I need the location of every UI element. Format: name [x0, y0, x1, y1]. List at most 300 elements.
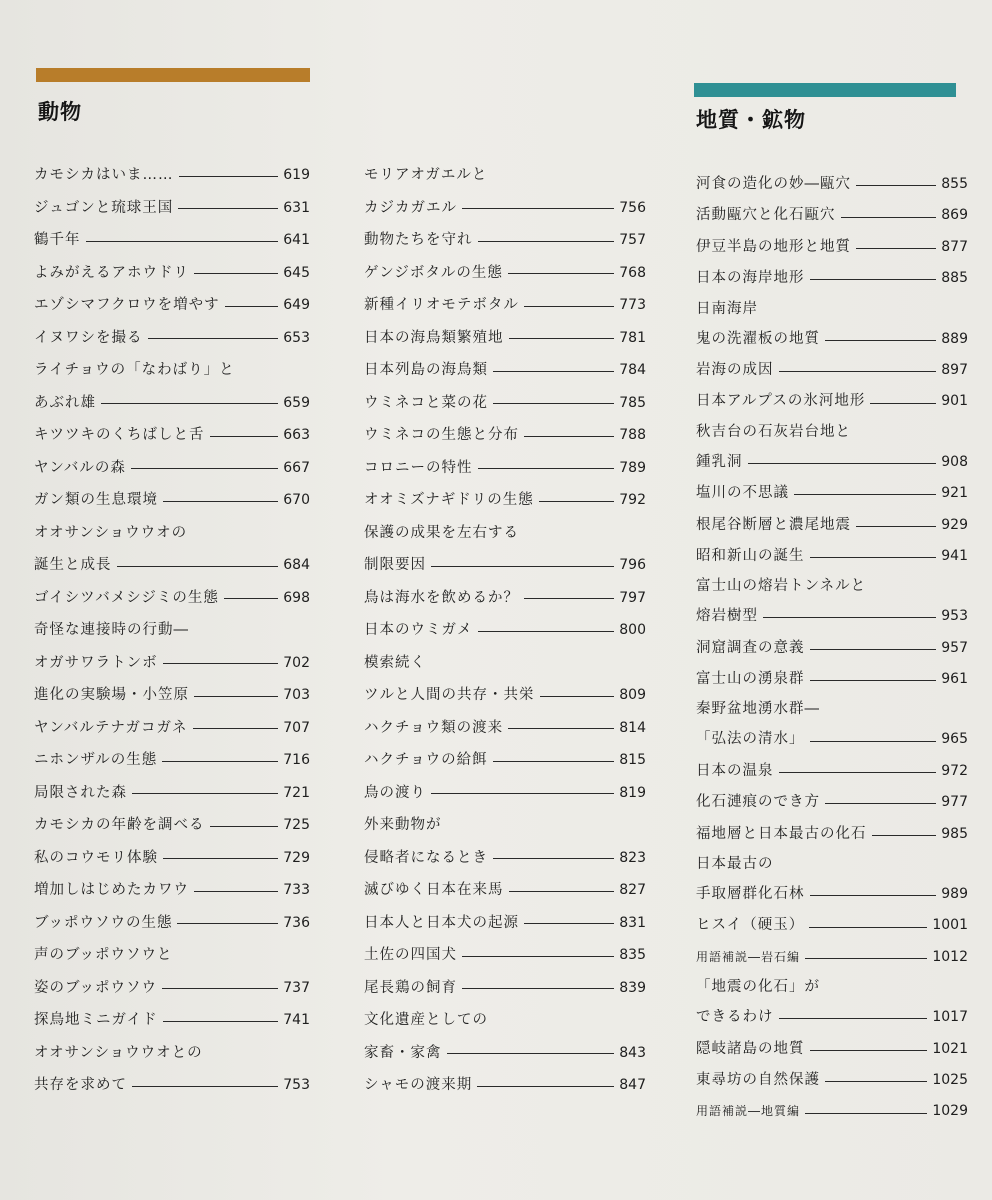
- entry-page-number: 814: [619, 719, 646, 736]
- index-entry: [364, 419, 646, 452]
- entry-page-number: 843: [619, 1044, 646, 1061]
- index-entry: [34, 744, 310, 777]
- entry-page-number: 698: [283, 589, 310, 606]
- entry-title-line1: 外来動物が: [364, 817, 442, 833]
- leader-line: [117, 566, 279, 567]
- index-entry: [34, 354, 310, 419]
- entry-row: [364, 549, 646, 582]
- entry-page-number: 1012: [932, 948, 968, 965]
- entry-title: ニホンザルの生態: [34, 752, 158, 768]
- entry-page-number: 961: [941, 671, 968, 688]
- entry-title-line1: 模索続く: [364, 654, 426, 671]
- index-entry: [364, 939, 646, 972]
- entry-row: [696, 324, 968, 355]
- entry-row: [696, 756, 968, 787]
- index-entry: [364, 322, 646, 355]
- entry-row: [696, 819, 968, 850]
- entry-page-number: 659: [283, 394, 310, 411]
- entry-row: [364, 777, 646, 810]
- entry-row: [364, 874, 646, 907]
- entry-title: 尾長鶏の飼育: [364, 979, 457, 996]
- entry-page-number: 977: [941, 794, 968, 811]
- index-entry: [364, 809, 646, 874]
- entry-row: [696, 1065, 968, 1096]
- leader-line: [193, 728, 279, 729]
- entry-title: 昭和新山の誕生: [696, 547, 805, 564]
- entry-title: 新種イリオモテボタル: [364, 297, 519, 313]
- leader-line: [810, 649, 937, 650]
- entry-title: 共存を求めて: [34, 1077, 127, 1093]
- index-entry: [696, 942, 968, 973]
- entry-title: ツルと人間の共存・共栄: [364, 687, 535, 703]
- entry-row: [696, 263, 968, 294]
- index-entry: [696, 478, 968, 509]
- index-entry: [364, 1069, 646, 1102]
- entry-row: [696, 200, 968, 231]
- leader-line: [508, 273, 614, 274]
- index-entry: [696, 355, 968, 386]
- section-color-bar-animals: [36, 68, 310, 82]
- section-heading-geology: 地質・鉱物: [696, 108, 806, 132]
- index-entry: [34, 874, 310, 907]
- leader-line: [163, 858, 278, 859]
- entry-title: 洞窟調査の意義: [696, 639, 805, 656]
- entry-row: [34, 224, 310, 257]
- entry-page-number: 989: [941, 886, 968, 903]
- entry-row: [696, 910, 968, 941]
- entry-row: [34, 484, 310, 517]
- index-entry: [696, 756, 968, 787]
- entry-title-line1: 秦野盆地湧水群―: [696, 701, 820, 718]
- entry-page-number: 941: [941, 547, 968, 564]
- leader-line: [508, 728, 614, 729]
- entry-title: 探鳥地ミニガイド: [34, 1012, 158, 1028]
- entry-title: 鬼の洗濯板の地質: [696, 330, 820, 347]
- index-entry: [364, 257, 646, 290]
- leader-line: [805, 958, 927, 959]
- entry-title: オオミズナギドリの生態: [364, 492, 534, 508]
- index-entry: [696, 633, 968, 664]
- entry-title: 伊豆半島の地形と地質: [696, 238, 851, 255]
- entry-row: [34, 1069, 310, 1102]
- leader-line: [177, 923, 278, 924]
- entry-row: [34, 419, 310, 452]
- index-entry: [364, 972, 646, 1005]
- leader-line: [86, 241, 279, 242]
- entry-title: 鍾乳洞: [696, 453, 743, 470]
- entry-title-line1: モリアオガエルと: [364, 167, 488, 183]
- index-entry: [34, 614, 310, 679]
- entry-row: [364, 939, 646, 972]
- entry-title: 局限された森: [34, 784, 127, 801]
- entry-page-number: 1017: [932, 1009, 968, 1026]
- entry-row: [34, 159, 310, 192]
- index-entry: [34, 192, 310, 225]
- entry-title-line1: オオサンショウウオの: [34, 524, 188, 541]
- leader-line: [179, 176, 279, 177]
- index-entry: [696, 169, 968, 200]
- leader-line: [462, 956, 614, 957]
- entry-title: 姿のブッポウソウ: [34, 979, 157, 996]
- entry-page-number: 809: [619, 687, 646, 703]
- leader-line: [540, 696, 615, 697]
- section-color-bar-geology: [694, 83, 956, 97]
- leader-line: [225, 306, 279, 307]
- index-entry: [364, 582, 646, 615]
- index-entry: [364, 224, 646, 257]
- entry-title: 福地層と日本最古の化石: [696, 825, 867, 842]
- entry-row: [364, 192, 646, 225]
- entry-page-number: 785: [619, 394, 646, 411]
- leader-line: [163, 1021, 279, 1022]
- entry-title: ジュゴンと琉球王国: [34, 199, 174, 216]
- leader-line: [462, 208, 614, 209]
- leader-line: [101, 403, 278, 404]
- leader-line: [524, 598, 614, 599]
- index-entry: [364, 354, 646, 387]
- entry-page-number: 703: [283, 687, 310, 703]
- entry-title: コロニーの特性: [364, 459, 473, 476]
- leader-line: [462, 988, 614, 989]
- index-entry: [34, 809, 310, 842]
- entry-title-line1: 日本最古の: [696, 856, 774, 873]
- index-entry: [34, 517, 310, 582]
- entry-title: 東尋坊の自然保護: [696, 1071, 820, 1088]
- entry-page-number: 901: [941, 393, 968, 410]
- entry-title: 富士山の湧泉群: [696, 671, 805, 688]
- entry-page-number: 753: [283, 1077, 310, 1093]
- entry-row: [696, 169, 968, 200]
- entry-row: [34, 647, 310, 680]
- entry-page-number: 757: [619, 232, 646, 248]
- leader-line: [805, 1113, 927, 1114]
- entry-row: [34, 192, 310, 225]
- leader-line: [825, 340, 936, 341]
- leader-line: [224, 598, 278, 599]
- entry-row: [696, 724, 968, 755]
- entry-title: ゴイシツバメシジミの生態: [34, 589, 219, 606]
- entry-page-number: 929: [941, 516, 968, 533]
- index-entry: [364, 712, 646, 745]
- entry-title-line1: 保護の成果を左右する: [364, 524, 519, 541]
- leader-line: [872, 835, 937, 836]
- entry-title: 岩海の成因: [696, 361, 774, 378]
- entry-title: ウミネコの生態と分布: [364, 427, 519, 443]
- entry-title: 日本アルプスの氷河地形: [696, 393, 866, 410]
- leader-line: [825, 803, 936, 804]
- entry-row: [364, 354, 646, 387]
- entry-title: 鳥の渡り: [364, 784, 426, 801]
- entry-row: [364, 679, 646, 712]
- entry-page-number: 789: [619, 459, 646, 476]
- entry-page-number: 667: [283, 459, 310, 476]
- entry-page-number: 797: [619, 589, 646, 606]
- entry-row: [34, 289, 310, 322]
- entry-page-number: 869: [941, 207, 968, 224]
- entry-page-number: 965: [941, 731, 968, 748]
- entry-title: 滅びゆく日本在来馬: [364, 882, 504, 898]
- index-entry: [364, 289, 646, 322]
- entry-title: ウミネコと菜の花: [364, 394, 488, 411]
- index-entry: [364, 387, 646, 420]
- entry-row: [34, 907, 310, 940]
- entry-page-number: 721: [283, 784, 310, 801]
- entry-title: 化石漣痕のでき方: [696, 794, 820, 811]
- section-heading-animals: 動物: [38, 100, 82, 124]
- entry-row: [34, 809, 310, 842]
- leader-line: [431, 566, 614, 567]
- entry-row: [696, 232, 968, 263]
- leader-line: [779, 371, 937, 372]
- entry-row: [34, 679, 310, 712]
- entry-title: エゾシマフクロウを増やす: [34, 297, 220, 313]
- entry-title: 日本人と日本犬の起源: [364, 914, 519, 931]
- entry-row: [696, 1002, 968, 1033]
- entry-row: [364, 744, 646, 777]
- index-entry: [696, 787, 968, 818]
- entry-page-number: 725: [283, 817, 310, 833]
- index-entry: [34, 679, 310, 712]
- index-entry: [696, 263, 968, 294]
- index-entry: [364, 159, 646, 224]
- entry-row: [364, 1069, 646, 1102]
- leader-line: [841, 217, 937, 218]
- entry-row: [696, 1096, 968, 1127]
- index-entry: [34, 257, 310, 290]
- entry-row: [34, 322, 310, 355]
- entry-page-number: 889: [941, 330, 968, 347]
- entry-page-number: 707: [283, 719, 310, 736]
- entry-row: [696, 664, 968, 695]
- leader-line: [825, 1081, 927, 1082]
- leader-line: [810, 895, 937, 896]
- entry-row: [696, 1034, 968, 1065]
- entry-row: [364, 452, 646, 485]
- index-entry: [34, 289, 310, 322]
- entry-page-number: 768: [619, 264, 646, 281]
- leader-line: [509, 338, 615, 339]
- entry-page-number: 788: [619, 427, 646, 443]
- entry-title: 手取層群化石林: [696, 886, 805, 903]
- leader-line: [856, 185, 936, 186]
- entry-page-number: 957: [941, 639, 968, 656]
- entry-row: [696, 510, 968, 541]
- entry-row: [696, 355, 968, 386]
- entry-title: 鳥は海水を飲めるか？: [364, 589, 519, 606]
- entry-row: [696, 478, 968, 509]
- leader-line: [163, 663, 279, 664]
- leader-line: [493, 761, 615, 762]
- index-entry: [696, 200, 968, 231]
- index-entry: [34, 159, 310, 192]
- entry-row: [34, 257, 310, 290]
- geology-column: [696, 169, 968, 1128]
- entry-title: ハクチョウ類の渡来: [364, 719, 504, 736]
- entry-title-line1: ライチョウの「なわばり」と: [34, 362, 235, 378]
- leader-line: [210, 826, 279, 827]
- entry-page-number: 1029: [932, 1103, 968, 1120]
- entry-row: [34, 582, 310, 615]
- animals-column-2: [364, 159, 646, 1102]
- entry-page-number: 663: [283, 427, 310, 443]
- entry-row: [34, 452, 310, 485]
- entry-page-number: 641: [283, 232, 310, 248]
- entry-title: 隠岐諸島の地質: [696, 1040, 805, 1057]
- index-entry: [696, 910, 968, 941]
- entry-page-number: 831: [619, 914, 646, 931]
- index-entry: [696, 418, 968, 478]
- leader-line: [210, 436, 279, 437]
- entry-page-number: 823: [619, 849, 646, 866]
- entry-row: [34, 387, 310, 420]
- entry-page-number: 737: [283, 979, 310, 996]
- entry-title: カモシカはいま……: [34, 167, 174, 183]
- entry-page-number: 835: [619, 947, 646, 963]
- entry-title: ゲンジボタルの生態: [364, 264, 503, 281]
- entry-title: イヌワシを撮る: [34, 329, 143, 346]
- leader-line: [131, 468, 278, 469]
- index-entry: [34, 419, 310, 452]
- leader-line: [162, 988, 278, 989]
- leader-line: [810, 680, 937, 681]
- entry-page-number: 741: [283, 1012, 310, 1028]
- leader-line: [856, 248, 936, 249]
- entry-row: [364, 257, 646, 290]
- entry-title: 根尾谷断層と濃尾地震: [696, 516, 851, 533]
- leader-line: [194, 696, 278, 697]
- entry-row: [364, 842, 646, 875]
- entry-page-number: 716: [283, 752, 310, 768]
- index-entry: [364, 452, 646, 485]
- index-entry: [696, 973, 968, 1033]
- index-entry: [34, 939, 310, 1004]
- leader-line: [524, 306, 614, 307]
- entry-page-number: 729: [283, 849, 310, 866]
- entry-title-line1: オオサンショウウオとの: [34, 1044, 203, 1061]
- index-entry: [34, 582, 310, 615]
- index-entry: [364, 777, 646, 810]
- entry-title: シャモの渡来期: [364, 1077, 473, 1093]
- index-entry: [696, 850, 968, 910]
- entry-row: [696, 601, 968, 632]
- index-entry: [364, 907, 646, 940]
- entry-page-number: 800: [619, 622, 646, 638]
- leader-line: [810, 1050, 928, 1051]
- entry-page-number: 855: [941, 176, 968, 192]
- animals-column-1: [34, 159, 310, 1102]
- leader-line: [194, 891, 278, 892]
- leader-line: [509, 891, 615, 892]
- entry-page-number: 792: [619, 492, 646, 508]
- entry-title: よみがえるアホウドリ: [34, 264, 189, 281]
- leader-line: [447, 1053, 615, 1054]
- entry-title: 侵略者になるとき: [364, 849, 488, 866]
- entry-title-line1: 奇怪な連接時の行動―: [34, 622, 189, 638]
- entry-title: 増加しはじめたカワウ: [34, 882, 189, 898]
- entry-page-number: 645: [283, 264, 310, 281]
- entry-row: [364, 972, 646, 1005]
- entry-title: オガサワラトンボ: [34, 654, 158, 671]
- leader-line: [810, 279, 937, 280]
- leader-line: [478, 468, 615, 469]
- index-entry: [696, 572, 968, 632]
- leader-line: [794, 494, 936, 495]
- entry-title: 動物たちを守れ: [364, 232, 473, 248]
- leader-line: [763, 617, 936, 618]
- index-entry: [34, 777, 310, 810]
- leader-line: [539, 501, 614, 502]
- entry-row: [696, 787, 968, 818]
- leader-line: [810, 741, 937, 742]
- entry-page-number: 781: [619, 329, 646, 346]
- entry-title-line1: 声のブッポウソウと: [34, 947, 173, 963]
- index-entry: [696, 819, 968, 850]
- entry-row: [34, 777, 310, 810]
- entry-title: カモシカの年齢を調べる: [34, 817, 205, 833]
- entry-title: 用語補説―地質編: [696, 1104, 801, 1119]
- leader-line: [162, 761, 278, 762]
- entry-page-number: 1025: [932, 1071, 968, 1088]
- index-entry: [364, 647, 646, 712]
- entry-page-number: 985: [941, 825, 968, 842]
- entry-row: [364, 224, 646, 257]
- entry-row: [696, 447, 968, 478]
- entry-row: [364, 1037, 646, 1070]
- index-entry: [696, 1034, 968, 1065]
- entry-page-number: 653: [283, 329, 310, 346]
- entry-title: あぶれ雄: [34, 394, 96, 411]
- entry-page-number: 796: [619, 557, 646, 573]
- index-entry: [34, 224, 310, 257]
- entry-row: [696, 879, 968, 910]
- entry-title: ヒスイ（硬玉）: [696, 917, 805, 934]
- entry-page-number: 877: [941, 238, 968, 255]
- entry-page-number: 631: [283, 199, 310, 216]
- leader-line: [163, 501, 278, 502]
- entry-page-number: 819: [619, 784, 646, 801]
- entry-title: カジカガエル: [364, 199, 457, 216]
- entry-title: 日本の海鳥類繁殖地: [364, 329, 504, 346]
- entry-page-number: 1021: [932, 1040, 968, 1057]
- entry-title: 進化の実験場・小笠原: [34, 687, 189, 703]
- index-entry: [364, 744, 646, 777]
- entry-title: 土佐の四国犬: [364, 947, 457, 963]
- index-entry: [34, 484, 310, 517]
- entry-row: [364, 289, 646, 322]
- entry-title: 誕生と成長: [34, 557, 112, 573]
- entry-title-line1: 富士山の熔岩トンネルと: [696, 578, 867, 595]
- entry-title: ヤンバルの森: [34, 459, 126, 476]
- entry-title-line1: 秋吉台の石灰岩台地と: [696, 423, 851, 440]
- entry-page-number: 773: [619, 297, 646, 313]
- entry-row: [696, 541, 968, 572]
- leader-line: [524, 923, 614, 924]
- entry-row: [364, 387, 646, 420]
- entry-page-number: 684: [283, 557, 310, 573]
- entry-page-number: 847: [619, 1077, 646, 1093]
- entry-page-number: 839: [619, 979, 646, 996]
- entry-page-number: 815: [619, 752, 646, 768]
- leader-line: [132, 1086, 278, 1087]
- leader-line: [809, 927, 927, 928]
- entry-title-line1: 「地震の化石」が: [696, 979, 820, 996]
- entry-title: ブッポウソウの生態: [34, 914, 173, 931]
- entry-row: [364, 907, 646, 940]
- entry-page-number: 756: [619, 199, 646, 216]
- entry-page-number: 736: [283, 914, 310, 931]
- entry-row: [34, 972, 310, 1005]
- index-entry: [34, 1004, 310, 1037]
